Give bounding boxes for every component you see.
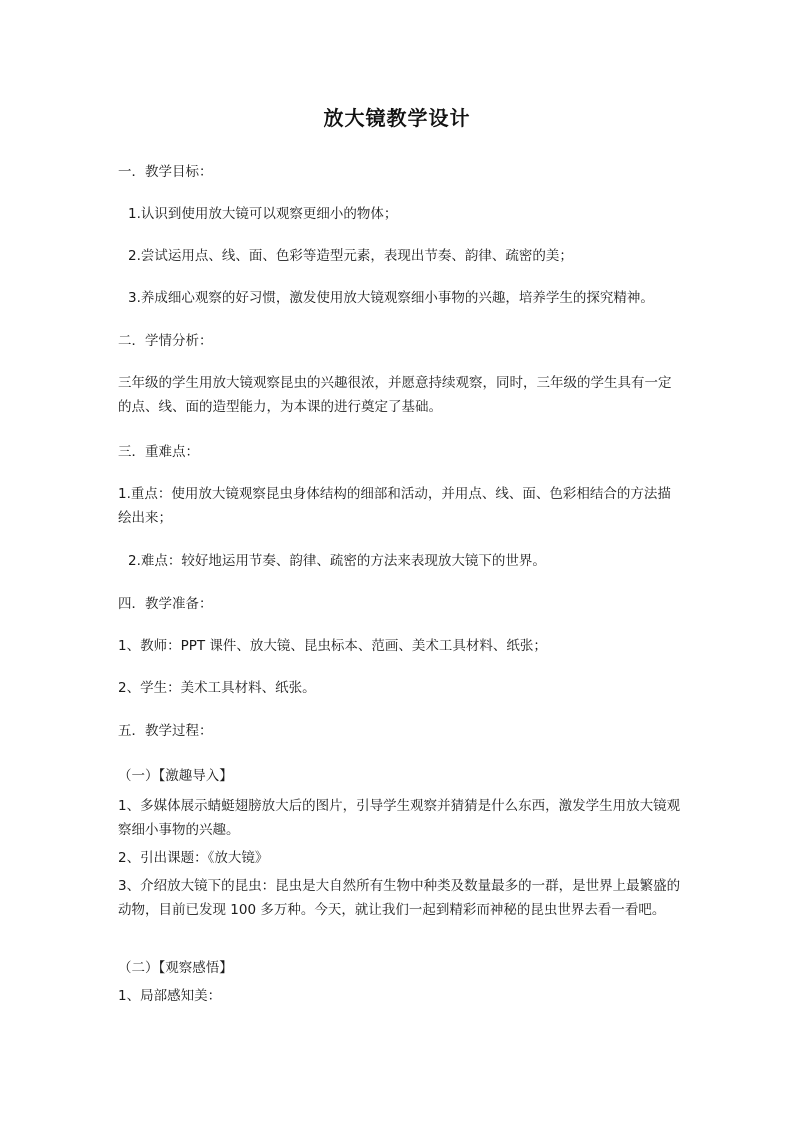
section-heading-goals: 一．教学目标：	[118, 164, 213, 180]
process-part1-heading: （一）【激趣导入】	[118, 768, 233, 784]
section-heading-preparation: 四．教学准备：	[118, 596, 213, 612]
section-heading-process: 五．教学过程：	[118, 723, 213, 739]
section-heading-analysis: 二．学情分析：	[118, 333, 213, 349]
goal-item-2: 2.尝试运用点、线、面、色彩等造型元素，表现出节奏、韵律、疏密的美；	[128, 248, 573, 264]
process-part1-item-2: 2、引出课题：《放大镜》	[118, 850, 269, 866]
key-point-item-1: 1.重点：使用放大镜观察昆虫身体结构的细部和活动，并用点、线、面、色彩相结合的方法描绘出来；	[118, 486, 671, 526]
section-heading-key-points: 三．重难点：	[118, 444, 199, 460]
process-part2-heading: （二）【观察感悟】	[118, 960, 233, 976]
key-point-item-2: 2.难点：较好地运用节奏、韵律、疏密的方法来表现放大镜下的世界。	[128, 553, 546, 569]
process-part1-item-3: 3、介绍放大镜下的昆虫：昆虫是大自然所有生物中种类及数量最多的一群，是世界上最繁盛的动物，目前已发现 100 多万种。今天，就让我们一起到精彩而神秘的昆虫世界去看一看吧。	[118, 878, 681, 918]
analysis-paragraph: 三年级的学生用放大镜观察昆虫的兴趣很浓，并愿意持续观察，同时，三年级的学生具有一定的点、线、面的造型能力，为本课的进行奠定了基础。	[118, 375, 672, 415]
preparation-item-1: 1、教师：PPT 课件、放大镜、昆虫标本、范画、美术工具材料、纸张；	[118, 638, 547, 654]
document-title: 放大镜教学设计	[323, 106, 471, 130]
preparation-item-2: 2、学生：美术工具材料、纸张。	[118, 680, 316, 696]
process-part1-item-1: 1、多媒体展示蜻蜓翅膀放大后的图片，引导学生观察并猜猜是什么东西，激发学生用放大镜观察细小事物的兴趣。	[118, 798, 681, 838]
process-part2-item-1: 1、局部感知美：	[118, 988, 222, 1004]
goal-item-3: 3.养成细心观察的好习惯，激发使用放大镜观察细小事物的兴趣，培养学生的探究精神。	[128, 290, 654, 306]
goal-item-1: 1.认识到使用放大镜可以观察更细小的物体；	[128, 206, 398, 222]
